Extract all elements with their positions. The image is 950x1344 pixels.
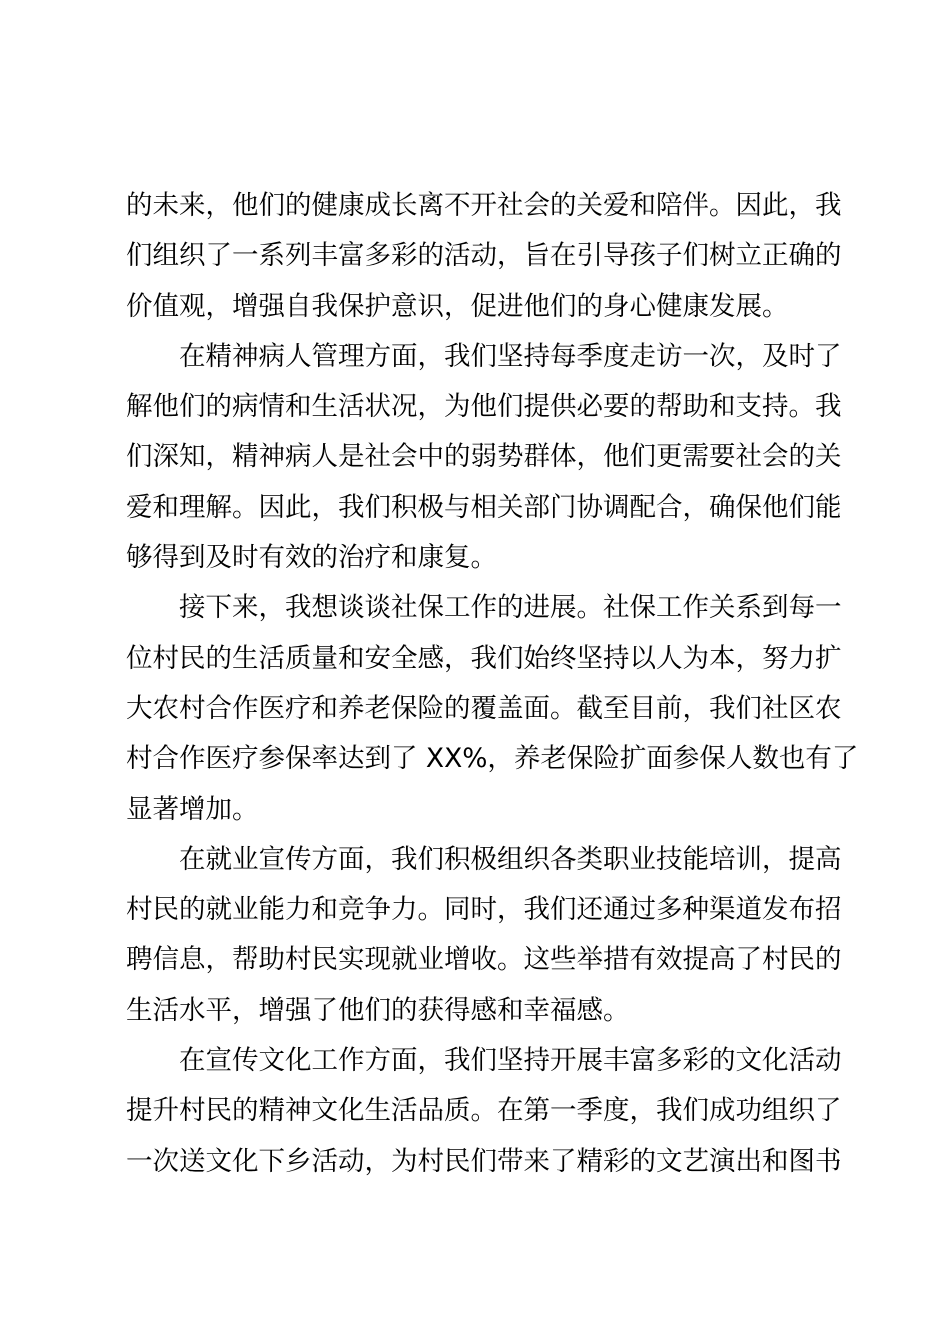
- text-line: 在就业宣传方面，我们积极组织各类职业技能培训，提高: [179, 843, 842, 875]
- text-line: 一次送文化下乡活动，为村民们带来了精彩的文艺演出和图书: [126, 1145, 842, 1177]
- text-line: 在宣传文化工作方面，我们坚持开展丰富多彩的文化活动: [179, 1045, 842, 1077]
- text-line: 生活水平，增强了他们的获得感和幸福感。: [126, 994, 630, 1026]
- text-line: 接下来，我想谈谈社保工作的进展。社保工作关系到每一: [179, 592, 842, 624]
- text-line: 显著增加。: [126, 793, 259, 825]
- text-line: 爱和理解。因此，我们积极与相关部门协调配合，确保他们能: [126, 491, 842, 523]
- paragraph: [126, 1036, 842, 1187]
- text-line: 大农村合作医疗和养老保险的覆盖面。截至目前，我们社区农: [126, 692, 842, 724]
- text-line: 价值观，增强自我保护意识，促进他们的身心健康发展。: [126, 290, 789, 322]
- text-line: 聘信息，帮助村民实现就业增收。这些举措有效提高了村民的: [126, 944, 842, 976]
- text-line: 村合作医疗参保率达到了 XX%，养老保险扩面参保人数也有了: [126, 743, 859, 775]
- text-line: 村民的就业能力和竞争力。同时，我们还通过多种渠道发布招: [126, 894, 842, 926]
- document-body: [126, 181, 859, 1187]
- text-line: 在精神病人管理方面，我们坚持每季度走访一次，及时了: [179, 340, 842, 372]
- text-line: 够得到及时有效的治疗和康复。: [126, 542, 497, 574]
- text-line: 提升村民的精神文化生活品质。在第一季度，我们成功组织了: [126, 1095, 842, 1127]
- text-line: 们深知，精神病人是社会中的弱势群体，他们更需要社会的关: [126, 441, 842, 473]
- text-line: 们组织了一系列丰富多彩的活动，旨在引导孩子们树立正确的: [126, 240, 842, 272]
- text-line: 位村民的生活质量和安全感，我们始终坚持以人为本，努力扩: [126, 642, 842, 674]
- text-line: 解他们的病情和生活状况，为他们提供必要的帮助和支持。我: [126, 391, 842, 423]
- text-line: 的未来，他们的健康成长离不开社会的关爱和陪伴。因此，我: [126, 190, 842, 221]
- paragraph: [126, 583, 859, 834]
- paragraph: [126, 835, 842, 1036]
- paragraph: [126, 181, 842, 332]
- paragraph: [126, 332, 842, 583]
